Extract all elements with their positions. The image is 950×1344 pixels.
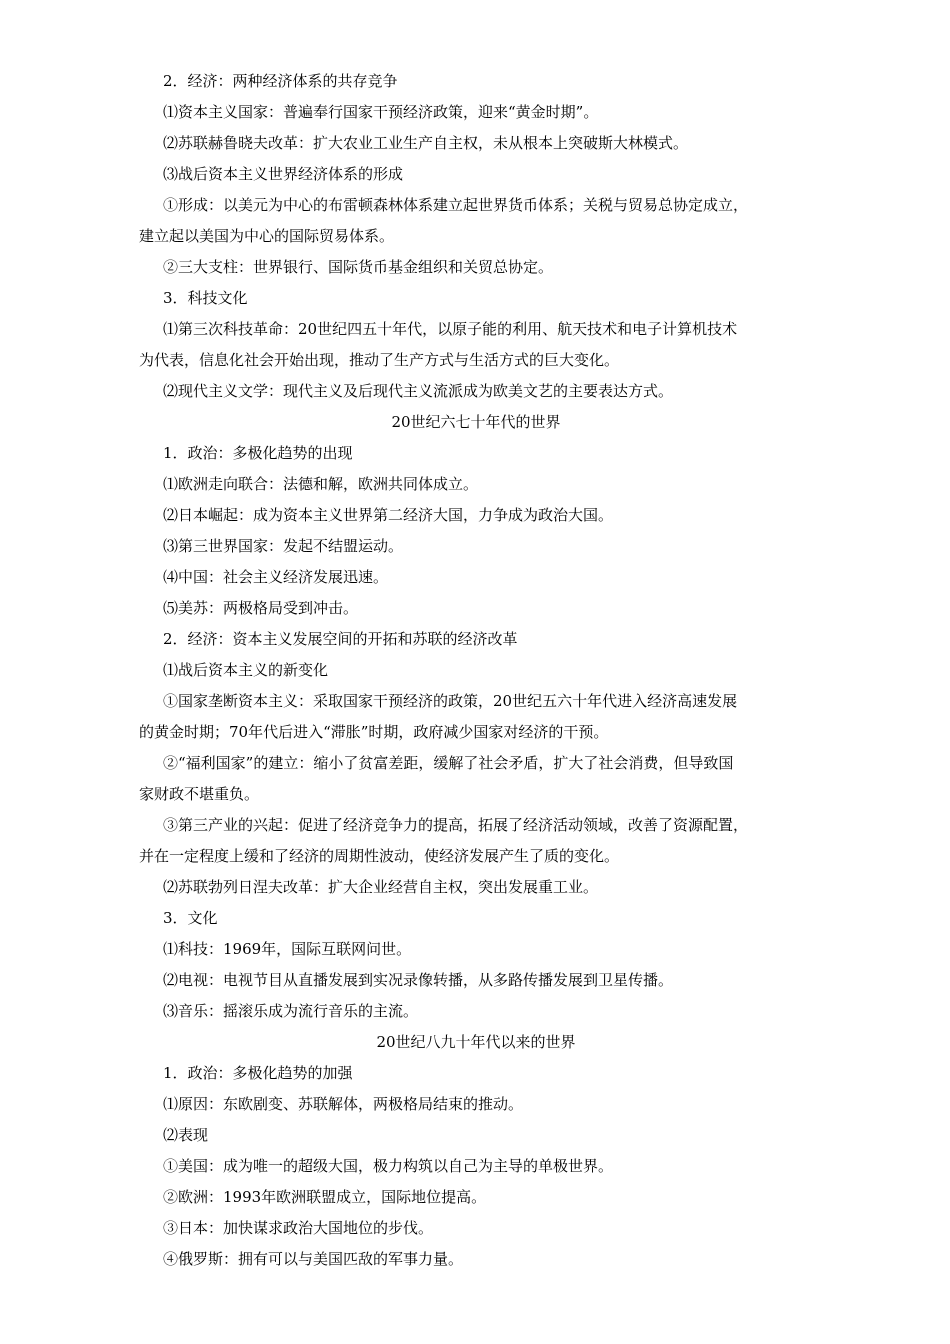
list-item: ⑴科技：1969年，国际互联网问世。 xyxy=(163,940,412,958)
list-item: ⑵日本崛起：成为资本主义世界第二经济大国，力争成为政治大国。 xyxy=(163,506,614,524)
list-item: ⑷中国：社会主义经济发展迅速。 xyxy=(163,568,389,586)
list-item: ③第三产业的兴起：促进了经济竞争力的提高，拓展了经济活动领域，改善了资源配置， xyxy=(163,816,749,834)
list-item-continuation: 家财政不堪重负。 xyxy=(139,785,260,803)
list-item: ①形成：以美元为中心的布雷顿森林体系建立起世界货币体系；关税与贸易总协定成立， xyxy=(163,196,749,214)
list-item: ⑶音乐：摇滚乐成为流行音乐的主流。 xyxy=(163,1002,419,1020)
list-item-continuation: 并在一定程度上缓和了经济的周期性波动，使经济发展产生了质的变化。 xyxy=(139,847,620,865)
list-item: ⑴资本主义国家：普遍奉行国家干预经济政策，迎来“黄金时期”。 xyxy=(163,103,599,121)
section-heading-economy: 2．经济：两种经济体系的共存竞争 xyxy=(163,72,398,90)
list-item: ②欧洲：1993年欧洲联盟成立，国际地位提高。 xyxy=(163,1188,487,1206)
list-item: ①美国：成为唯一的超级大国，极力构筑以自己为主导的单极世界。 xyxy=(163,1157,614,1175)
list-item-continuation: 建立起以美国为中心的国际贸易体系。 xyxy=(139,227,395,245)
list-item: ⑴原因：东欧剧变、苏联解体，两极格局结束的推动。 xyxy=(163,1095,524,1113)
list-item: ⑴欧洲走向联合：法德和解，欧洲共同体成立。 xyxy=(163,475,479,493)
list-item: ⑵表现 xyxy=(163,1126,209,1144)
list-item: ⑴第三次科技革命：20世纪四五十年代，以原子能的利用、航天技术和电子计算机技术 xyxy=(163,320,738,338)
list-item-continuation: 为代表，信息化社会开始出现，推动了生产方式与生活方式的巨大变化。 xyxy=(139,351,620,369)
list-item: ⑵苏联勃列日涅夫改革：扩大企业经营自主权，突出发展重工业。 xyxy=(163,878,599,896)
section-heading-politics: 1．政治：多极化趋势的加强 xyxy=(163,1064,353,1082)
list-item: ⑵苏联赫鲁晓夫改革：扩大农业工业生产自主权，未从根本上突破斯大林模式。 xyxy=(163,134,689,152)
list-item: ⑴战后资本主义的新变化 xyxy=(163,661,329,679)
section-heading-economy: 2．经济：资本主义发展空间的开拓和苏联的经济改革 xyxy=(163,630,518,648)
document-body xyxy=(139,66,813,1275)
list-item: ①国家垄断资本主义：采取国家干预经济的政策，20世纪五六十年代进入经济高速发展 xyxy=(163,692,738,710)
list-item: ③日本：加快谋求政治大国地位的步伐。 xyxy=(163,1219,434,1237)
section-heading-culture: 3．文化 xyxy=(163,909,218,927)
list-item: ⑶战后资本主义世界经济体系的形成 xyxy=(163,165,404,183)
list-item: ②“福利国家”的建立：缩小了贫富差距，缓解了社会矛盾，扩大了社会消费，但导致国 xyxy=(163,754,734,772)
list-item: ②三大支柱：世界银行、国际货币基金组织和关贸总协定。 xyxy=(163,258,554,276)
chapter-title-1980s-90s: 20世纪八九十年代以来的世界 xyxy=(376,1033,576,1051)
list-item-continuation: 的黄金时期；70年代后进入“滞胀”时期，政府减少国家对经济的干预。 xyxy=(139,723,609,741)
section-heading-politics: 1．政治：多极化趋势的出现 xyxy=(163,444,353,462)
list-item: ⑵电视：电视节目从直播发展到实况录像转播，从多路传播发展到卫星传播。 xyxy=(163,971,674,989)
list-item: ⑸美苏：两极格局受到冲击。 xyxy=(163,599,359,617)
chapter-title-1960s-70s: 20世纪六七十年代的世界 xyxy=(391,413,561,431)
list-item: ⑶第三世界国家：发起不结盟运动。 xyxy=(163,537,404,555)
list-item: ④俄罗斯：拥有可以与美国匹敌的军事力量。 xyxy=(163,1250,464,1268)
list-item: ⑵现代主义文学：现代主义及后现代主义流派成为欧美文艺的主要表达方式。 xyxy=(163,382,674,400)
section-heading-tech-culture: 3．科技文化 xyxy=(163,289,248,307)
